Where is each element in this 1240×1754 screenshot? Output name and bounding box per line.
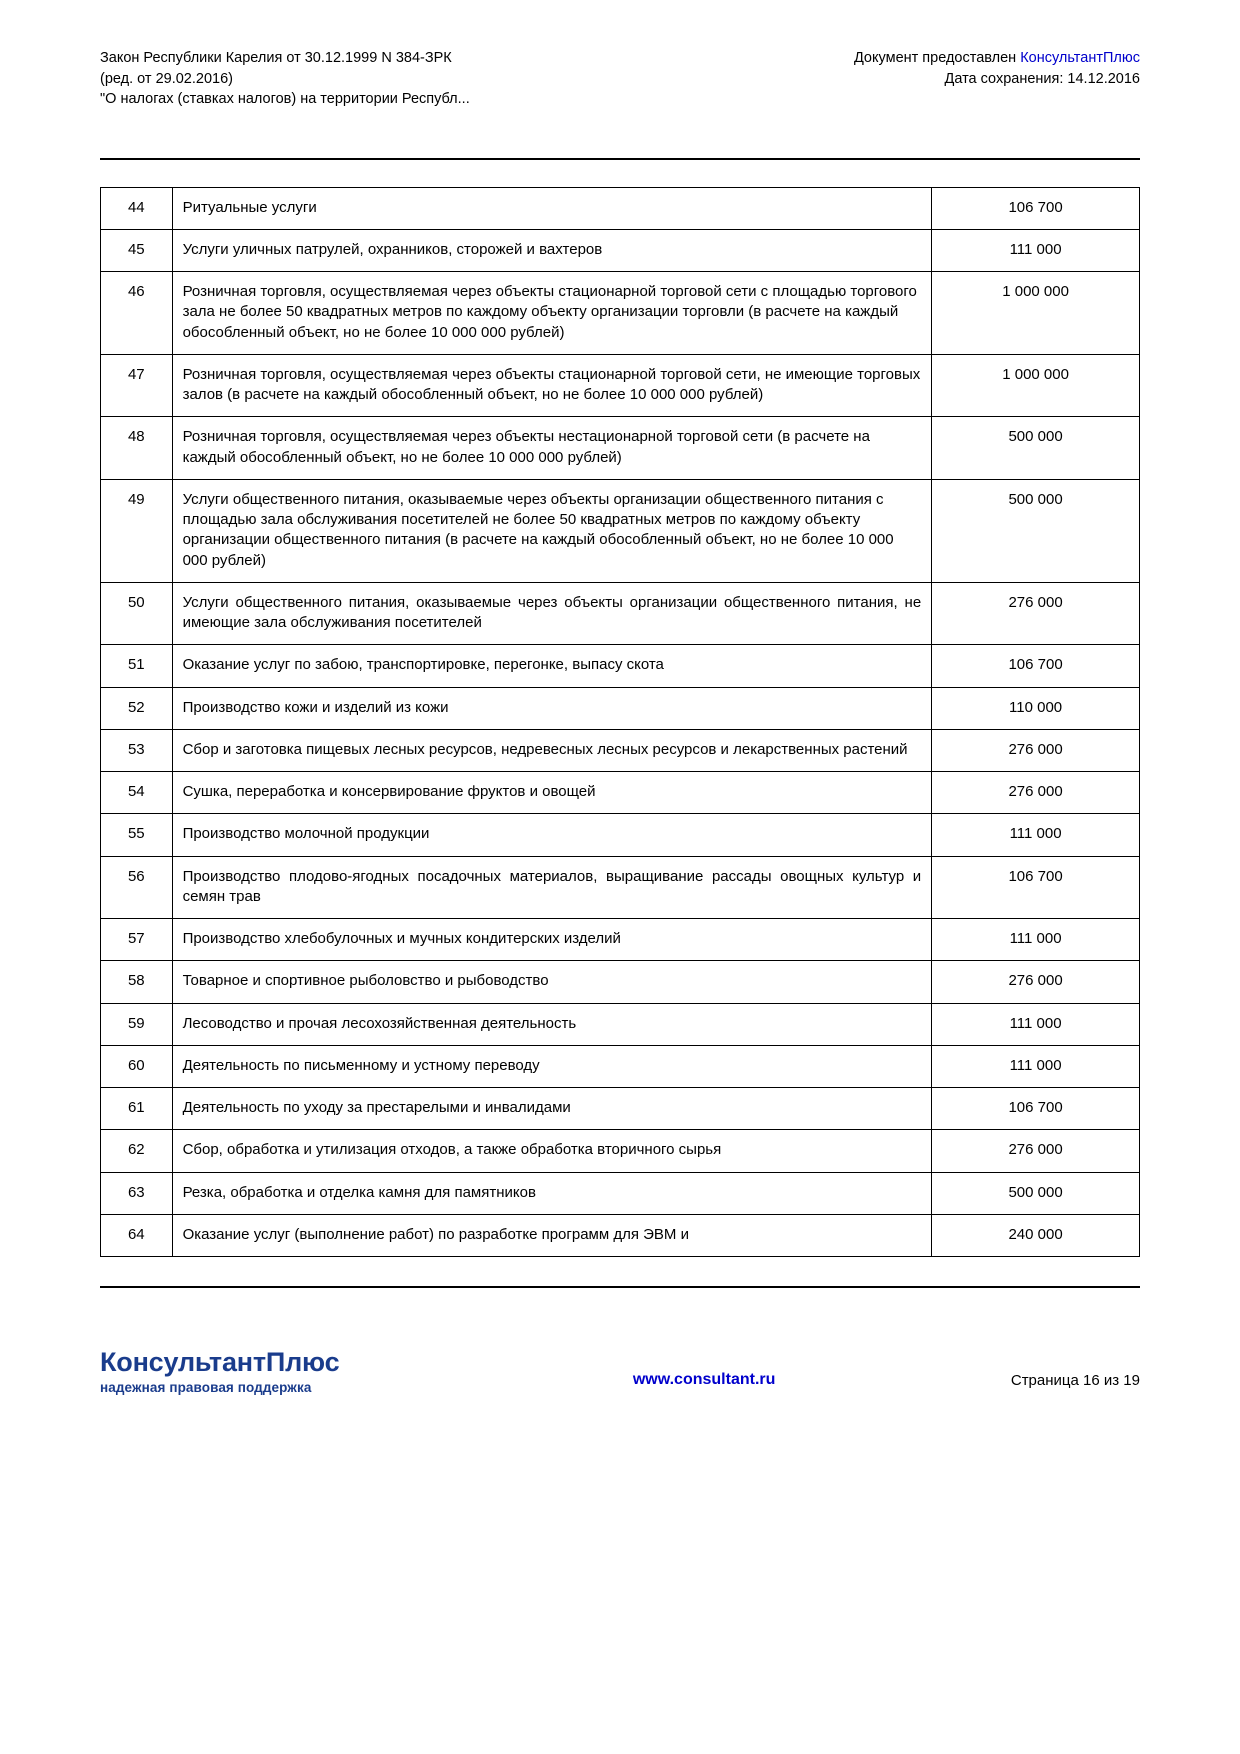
row-number-cell: 46: [101, 272, 173, 355]
row-number-cell: 51: [101, 645, 173, 687]
income-value-cell: 111 000: [932, 919, 1140, 961]
table-row: [101, 1172, 1140, 1214]
provided-by-line: [854, 48, 1140, 69]
activity-name-cell: Услуги общественного питания, оказываемые через объекты организации общественного питания с площадью зала обслуживания посетителей не более 50 квадратных метров по каждому объекту организации общественного питания (в расчете на каждый обособленный объект, но не более 10 000 000 рублей): [172, 479, 932, 582]
income-value-cell: 276 000: [932, 1130, 1140, 1172]
activity-name-cell: Сбор, обработка и утилизация отходов, а также обработка вторичного сырья: [172, 1130, 932, 1172]
income-value-cell: 276 000: [932, 772, 1140, 814]
page-number: Страница 16 из 19: [1010, 1371, 1140, 1389]
row-number-cell: 54: [101, 772, 173, 814]
table-row: [101, 814, 1140, 856]
activity-name-cell: Розничная торговля, осуществляемая через объекты нестационарной торговой сети (в расчете на каждый обособленный объект, но не более 10 000 000 рублей): [172, 417, 932, 480]
activity-name-cell: Лесоводство и прочая лесохозяйственная деятельность: [172, 1003, 932, 1045]
consultant-plus-logo: [100, 1348, 339, 1395]
activity-name-cell: Производство кожи и изделий из кожи: [172, 687, 932, 729]
page-header: [100, 0, 1140, 110]
activity-name-cell: Производство молочной продукции: [172, 814, 932, 856]
income-value-cell: 1 000 000: [932, 272, 1140, 355]
income-value-cell: 111 000: [932, 229, 1140, 271]
activity-name-cell: Производство плодово-ягодных посадочных материалов, выращивание рассады овощных культур и семян трав: [172, 856, 932, 919]
table-row: [101, 961, 1140, 1003]
tax-rates-table: [100, 187, 1140, 1258]
row-number-cell: 62: [101, 1130, 173, 1172]
table-row: [101, 856, 1140, 919]
website-link[interactable]: www.consultant.ru: [632, 1370, 776, 1388]
row-number-cell: 59: [101, 1003, 173, 1045]
provided-by-label: Документ предоставлен: [853, 50, 1021, 66]
table-row: [101, 417, 1140, 480]
table-row: [101, 919, 1140, 961]
activity-name-cell: Розничная торговля, осуществляемая через объекты стационарной торговой сети, не имеющие торговых залов (в расчете на каждый обособленный объект, но не более 10 000 000 рублей): [172, 354, 932, 417]
table-row: [101, 187, 1140, 229]
activity-name-cell: Услуги уличных патрулей, охранников, сторожей и вахтеров: [172, 229, 932, 271]
row-number-cell: 44: [101, 187, 173, 229]
row-number-cell: 64: [101, 1214, 173, 1256]
income-value-cell: 276 000: [932, 729, 1140, 771]
activity-name-cell: Производство хлебобулочных и мучных кондитерских изделий: [172, 919, 932, 961]
activity-name-cell: Сушка, переработка и консервирование фруктов и овощей: [172, 772, 932, 814]
row-number-cell: 45: [101, 229, 173, 271]
row-number-cell: 50: [101, 582, 173, 645]
table-row: [101, 582, 1140, 645]
page-footer: [100, 1348, 1140, 1395]
row-number-cell: 55: [101, 814, 173, 856]
row-number-cell: 60: [101, 1045, 173, 1087]
activity-name-cell: Ритуальные услуги: [172, 187, 932, 229]
logo-title: КонсультантПлюс: [100, 1347, 340, 1378]
row-number-cell: 53: [101, 729, 173, 771]
table-row: [101, 479, 1140, 582]
income-value-cell: 106 700: [932, 645, 1140, 687]
income-value-cell: 500 000: [932, 479, 1140, 582]
income-value-cell: 111 000: [932, 1045, 1140, 1087]
header-divider: [100, 158, 1140, 160]
row-number-cell: 57: [101, 919, 173, 961]
table-row: [101, 1214, 1140, 1256]
row-number-cell: 58: [101, 961, 173, 1003]
tax-table-body: [101, 187, 1140, 1257]
footer-divider: [100, 1286, 1140, 1288]
document-title-line-3: "О налогах (ставках налогов) на территории Республ...: [100, 91, 470, 108]
activity-name-cell: Оказание услуг (выполнение работ) по разработке программ для ЭВМ и: [172, 1214, 932, 1256]
income-value-cell: 111 000: [932, 814, 1140, 856]
income-value-cell: 276 000: [932, 961, 1140, 1003]
income-value-cell: 111 000: [932, 1003, 1140, 1045]
income-value-cell: 106 700: [932, 1088, 1140, 1130]
document-source-block: [854, 48, 1140, 89]
table-row: [101, 1088, 1140, 1130]
consultant-plus-link[interactable]: КонсультантПлюс: [1020, 50, 1140, 66]
activity-name-cell: Оказание услуг по забою, транспортировке, перегонке, выпасу скота: [172, 645, 932, 687]
row-number-cell: 49: [101, 479, 173, 582]
document-title-line-1: Закон Республики Карелия от 30.12.1999 N 384-ЗРК: [100, 50, 452, 66]
income-value-cell: 106 700: [932, 187, 1140, 229]
income-value-cell: 500 000: [932, 1172, 1140, 1214]
income-value-cell: 500 000: [932, 417, 1140, 480]
table-row: [101, 645, 1140, 687]
table-row: [101, 272, 1140, 355]
table-row: [101, 687, 1140, 729]
income-value-cell: 1 000 000: [932, 354, 1140, 417]
row-number-cell: 48: [101, 417, 173, 480]
activity-name-cell: Деятельность по уходу за престарелыми и инвалидами: [172, 1088, 932, 1130]
document-title-line-2: (ред. от 29.02.2016): [100, 70, 233, 87]
table-row: [101, 229, 1140, 271]
saved-date: Дата сохранения: 14.12.2016: [944, 70, 1140, 87]
table-row: [101, 1003, 1140, 1045]
activity-name-cell: Розничная торговля, осуществляемая через объекты стационарной торговой сети с площадью торгового зала не более 50 квадратных метров по каждому объекту организации торговли (в расчете на каждый обособленный объект, но не более 10 000 000 рублей): [172, 272, 932, 355]
activity-name-cell: Товарное и спортивное рыболовство и рыбоводство: [172, 961, 932, 1003]
row-number-cell: 61: [101, 1088, 173, 1130]
activity-name-cell: Услуги общественного питания, оказываемые через объекты организации общественного питания, не имеющие зала обслуживания посетителей: [172, 582, 932, 645]
table-row: [101, 729, 1140, 771]
table-row: [101, 354, 1140, 417]
activity-name-cell: Сбор и заготовка пищевых лесных ресурсов, недревесных лесных ресурсов и лекарственных растений: [172, 729, 932, 771]
row-number-cell: 52: [101, 687, 173, 729]
row-number-cell: 47: [101, 354, 173, 417]
table-row: [101, 1045, 1140, 1087]
document-title-block: [100, 48, 470, 110]
table-row: [101, 772, 1140, 814]
activity-name-cell: Резка, обработка и отделка камня для памятников: [172, 1172, 932, 1214]
income-value-cell: 110 000: [932, 687, 1140, 729]
table-row: [101, 1130, 1140, 1172]
income-value-cell: 106 700: [932, 856, 1140, 919]
activity-name-cell: Деятельность по письменному и устному переводу: [172, 1045, 932, 1087]
logo-tagline: надежная правовая поддержка: [100, 1379, 312, 1395]
tax-table-container: [100, 187, 1140, 1258]
row-number-cell: 63: [101, 1172, 173, 1214]
income-value-cell: 276 000: [932, 582, 1140, 645]
row-number-cell: 56: [101, 856, 173, 919]
income-value-cell: 240 000: [932, 1214, 1140, 1256]
